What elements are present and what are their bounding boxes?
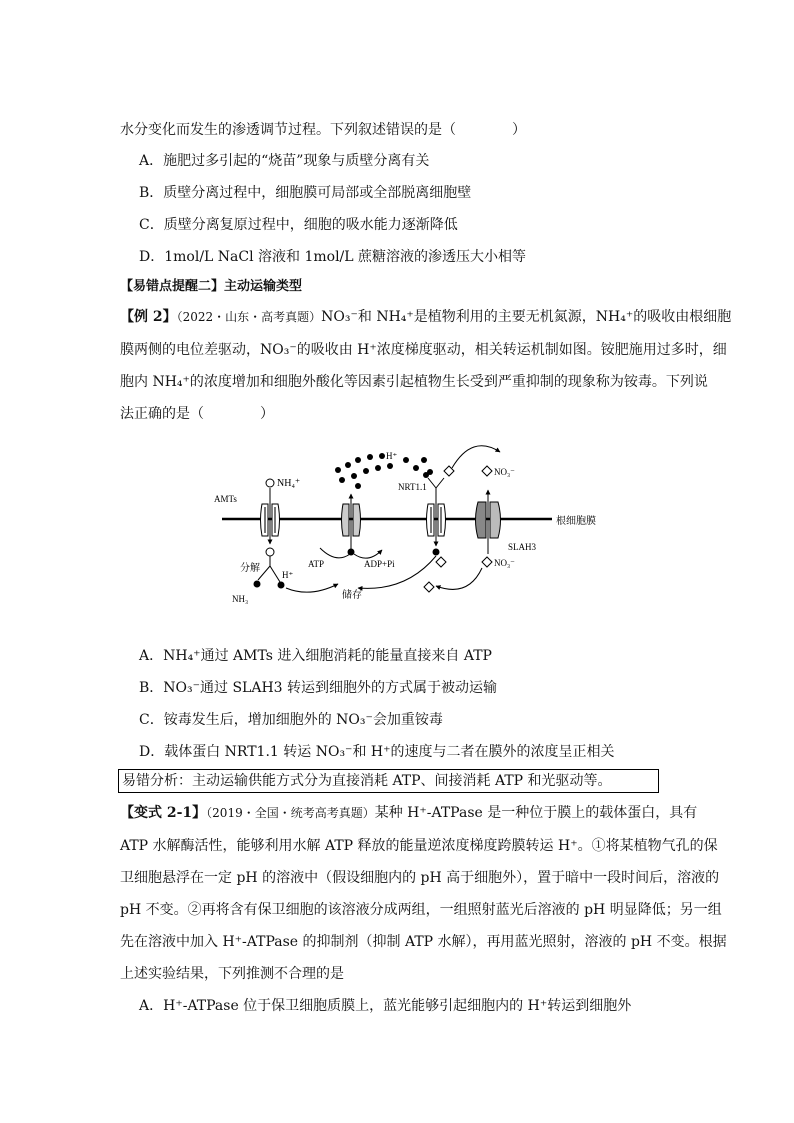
error-analysis-box <box>118 769 659 793</box>
option-a: A．施肥过多引起的“烧苗”现象与质壁分离有关 <box>139 153 430 169</box>
example-2-line-3: 胞内 NH₄⁺的浓度增加和细胞外酸化等因素引起植物生长受到严重抑制的现象称为铵毒。下列说 <box>120 374 708 390</box>
membrane-label: 根细胞膜 <box>556 516 596 527</box>
variant-2-1-line-1 <box>120 803 697 823</box>
nh3-dot-icon <box>254 581 261 588</box>
variant-2-1-line-5: 先在溶液中加入 H⁺-ATPase 的抑制剂（抑制 ATP 水解），再用蓝光照射，溶液的 pH 不变。根据 <box>120 934 727 950</box>
option-c: C．质壁分离复原过程中，细胞的吸水能力逐渐降低 <box>139 217 458 233</box>
no3-cycle-arrow <box>452 446 500 468</box>
nh4-ion-icon <box>266 479 274 487</box>
option-2-c: C．铵毒发生后，增加细胞外的 NO₃⁻会加重铵毒 <box>139 712 443 728</box>
option-d: D．1mol/L NaCl 溶液和 1mol/L 蔗糖溶液的渗透压大小相等 <box>139 249 527 265</box>
no3-top-label: NO₃⁻ <box>494 467 515 477</box>
h-bottom-label: H⁺ <box>282 570 294 580</box>
variant-2-1-line-2: ATP 水解酶活性，能够利用水解 ATP 释放的能量逆浓度梯度跨膜转运 H⁺。①将某植物气孔的保 <box>120 838 718 854</box>
example-2-source: （2022・山东・高考真题） <box>176 310 322 324</box>
no3-return-arrow <box>436 568 482 589</box>
example-2-line-1 <box>120 307 731 327</box>
no3-inside-diamond-icon <box>482 557 492 567</box>
continued-question-line: 水分变化而发生的渗透调节过程。下列叙述错误的是（ ） <box>120 122 526 138</box>
variant-2-1-tag: 【变式 2-1】 <box>120 805 207 821</box>
option-2-b: B．NO₃⁻通过 SLAH3 转运到细胞外的方式属于被动运输 <box>139 680 498 696</box>
h-top-label: H⁺ <box>386 451 398 461</box>
option-b: B．质壁分离过程中，细胞膜可局部或全部脱离细胞壁 <box>139 185 472 201</box>
example-2-line-2: 膜两侧的电位差驱动，NO₃⁻的吸收由 H⁺浓度梯度驱动，相关转运机制如图。铵肥施用过多时，细 <box>120 342 727 358</box>
no3-outside-diamond-icon <box>482 466 492 476</box>
option-2-d: D．载体蛋白 NRT1.1 转运 NO₃⁻和 H⁺的速度与二者在膜外的浓度呈正相关 <box>139 744 615 760</box>
variant-2-1-line-6: 上述实验结果，下列推测不合理的是 <box>120 966 344 982</box>
adp-label: ADP+Pi <box>364 559 395 569</box>
variant-2-1-source: （2019・全国・统考高考真题） <box>206 806 375 820</box>
option-2-a: A．NH₄⁺通过 AMTs 进入细胞消耗的能量直接来自 ATP <box>139 648 492 664</box>
variant-2-1-line-4: pH 不变。②再将含有保卫细胞的该溶液分成两组，一组照射蓝光后溶液的 pH 明显降低；另一组 <box>120 902 722 918</box>
nh3-label: NH₃ <box>232 594 249 604</box>
amts-label: AMTs <box>214 494 237 504</box>
atp-label: ATP <box>308 559 325 569</box>
example-2-text: NO₃⁻和 NH₄⁺是植物利用的主要无机氮源，NH₄⁺的吸收由根细胞 <box>321 309 732 325</box>
no3-bottom-label: NO₃⁻ <box>494 558 515 568</box>
slah3-label: SLAH3 <box>508 542 537 552</box>
h-dot-icon <box>278 582 285 589</box>
example-2-tag: 【例 2】 <box>120 309 177 325</box>
section-heading: 【易错点提醒二】主动运输类型 <box>120 279 303 294</box>
decompose-label: 分解 <box>240 563 260 574</box>
error-analysis-text: 易错分析：主动运输供能方式分为直接消耗 ATP、间接消耗 ATP 和光驱动等。 <box>122 773 612 789</box>
nh4-inside-icon <box>266 548 274 556</box>
variant-option-a: A．H⁺-ATPase 位于保卫细胞质膜上，蓝光能够引起细胞内的 H⁺转运到细胞外 <box>139 998 632 1014</box>
transport-mechanism-figure <box>210 438 610 614</box>
variant-2-1-text: 某种 H⁺-ATPase 是一种位于膜上的载体蛋白，具有 <box>374 805 698 821</box>
variant-2-1-line-3: 卫细胞悬浮在一定 pH 的溶液中（假设细胞内的 pH 高于细胞外），置于暗中一段时间后，溶液的 <box>120 870 720 886</box>
h-to-storage-arrow <box>286 584 338 592</box>
nrt-label: NRT1.1 <box>398 482 427 492</box>
nh4-label: NH₄⁺ <box>277 478 301 489</box>
storage-label: 储存 <box>342 590 362 601</box>
example-2-line-4: 法正确的是（ ） <box>120 406 274 422</box>
